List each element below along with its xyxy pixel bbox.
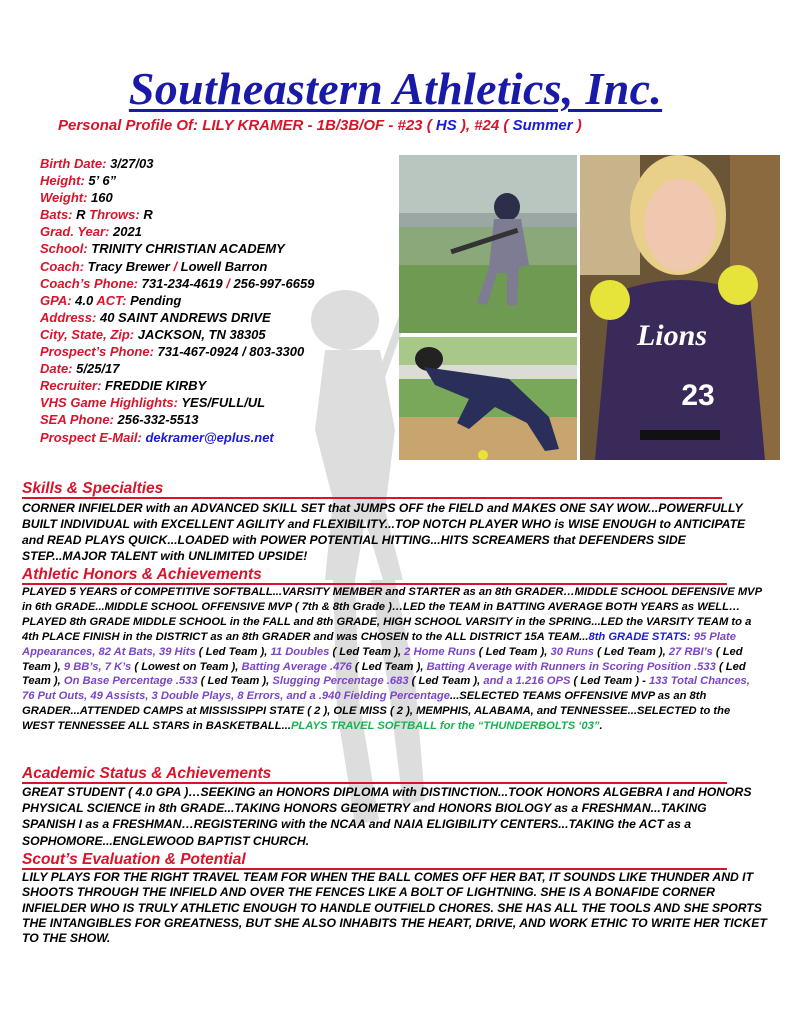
grad-year-value: 2021 <box>109 224 142 240</box>
stat-note: ( Led Team ), <box>411 675 484 688</box>
height-label: Height: <box>40 173 85 189</box>
gpa-label: GPA: <box>40 292 72 308</box>
school-value: TRINITY CHRISTIAN ACADEMY <box>87 241 285 257</box>
paren: ) <box>460 117 466 134</box>
coach-name-2: Lowell Barron <box>177 258 268 274</box>
address-row <box>40 309 314 326</box>
stat-note: ( Led Team ) - <box>573 675 649 688</box>
jersey-number: 23 <box>681 379 715 412</box>
player-info <box>40 155 314 446</box>
throws-label: Throws: <box>89 207 140 223</box>
stat-note: ( Led Team ), <box>22 660 746 688</box>
weight-row <box>40 189 314 206</box>
date-row <box>40 360 314 377</box>
grad-year-label: Grad. Year: <box>40 224 110 240</box>
email-link[interactable]: dekramer@eplus.net <box>141 429 274 445</box>
athletic-text-a: PLAYED 5 YEARS of COMPETITIVE SOFTBALL...VARSITY MEMBER and STARTER as an 8th GRADER…MIDDLE SCHOOL DEFENSIVE MVP in 6th GRADE...MIDDLE SCHOOL OFFENSIVE MVP ( 7th & 8th Grade )…LED the TEAM in BATTING AVERAGE BOTH YEARS as WELL…PLAYED 8th GRADE MIDDLE SCHOOL in the FALL and 8th GRADE, HIGH SCHOOL VARSITY in the SPRING...LED the VARSITY TEAM to a 4th PLACE FINISH in the DISTRICT as an 8th GRADER and was CHOSEN to the ALL DISTRICT 15A TEAM... <box>22 586 762 643</box>
stat-note: ( Led Team ), <box>22 645 743 673</box>
school-row <box>40 240 314 257</box>
paren: ) <box>576 117 582 134</box>
stat-note: ( Led Team ), <box>200 675 273 688</box>
stat-note: ( Led Team ), <box>478 645 551 658</box>
jersey-text: Lions <box>636 319 708 352</box>
address-label: Address: <box>40 309 97 325</box>
academic-heading: Academic Status & Achievements <box>22 765 272 782</box>
period: . <box>599 720 603 733</box>
subtitle-mid: , #24 <box>465 117 504 134</box>
athletic-text-b: ...SELECTED TEAMS OFFENSIVE MVP as an 8th GRADER...ATTENDED CAMPS at MISSISSIPPI STATE ( 2 ), OLE MISS ( 2 ), MEMPHIS, ALABAMA, and TENNESSEE...SELECTED to the WEST TENNESSEE ALL STARS in BASKETBALL... <box>22 690 731 733</box>
company-title: Southeastern Athletics, Inc. <box>128 63 663 114</box>
stat: 133 Total Chances, 76 Put Outs, 49 Assists, 3 Double Plays, 8 Errors, and a .940 Fielding Percentage <box>22 675 750 703</box>
sea-phone-label: SEA Phone: <box>40 412 114 428</box>
stat: 27 RBI’s <box>668 645 716 658</box>
stat: 30 Runs <box>550 645 598 658</box>
date-label: Date: <box>40 361 73 377</box>
stat: and a 1.216 OPS <box>483 675 574 688</box>
prospect-phone-value: 731-467-0924 / 803-3300 <box>153 344 305 360</box>
act-label: ACT: <box>96 292 127 308</box>
portrait-photo <box>580 155 780 460</box>
athletic-text <box>22 585 762 734</box>
stat: Batting Average .476 <box>241 660 355 673</box>
paren: ( <box>503 117 509 134</box>
gpa-act-row <box>40 292 314 309</box>
stat: Slugging Percentage .683 <box>272 675 412 688</box>
batting-photo <box>399 155 577 333</box>
address-value: 40 SAINT ANDREWS DRIVE <box>96 309 271 325</box>
coach-phone-row <box>40 275 314 292</box>
skills-text: CORNER INFIELDER with an ADVANCED SKILL SET that JUMPS OFF the FIELD and MAKES ONE SAY WOW...POWERFULLY BUILT INDIVIDUAL with EXCELLENT AGILITY and FLEXIBILITY...TOP NOTCH PLAYER WHO is WISE ENOUGH to ANTICIPATE and READ PLAYS QUICK...LOADED with POWER POTENTIAL HITTING...HITS SCREAMERS that DEFENDERS SIDE STEP...MAJOR TALENT with UNLIMITED UPSIDE! <box>22 501 746 563</box>
stat-note: ( Lowest on Team ), <box>134 660 242 673</box>
stat: 9 BB’s, 7 K’s <box>63 660 135 673</box>
sea-phone-row <box>40 411 314 428</box>
coach-phone-label: Coach’s Phone: <box>40 275 139 291</box>
date-value: 5/25/17 <box>72 361 120 377</box>
prospect-phone-row <box>40 343 314 360</box>
birth-date-value: 3/27/03 <box>106 156 154 171</box>
stat: Batting Average with Runners in Scoring Position .533 <box>426 660 719 673</box>
hs-label: HS <box>431 117 461 134</box>
skills-heading: Skills & Specialties <box>22 480 164 497</box>
recruiter-label: Recruiter: <box>40 378 102 394</box>
coach-name-1: Tracy Brewer <box>84 258 174 274</box>
stat: 11 Doubles <box>270 645 333 658</box>
recruiter-value: FREDDIE KIRBY <box>101 378 207 394</box>
height-row <box>40 172 314 189</box>
stat-note: ( Led Team ), <box>354 660 427 673</box>
scout-text: LILY PLAYS FOR THE RIGHT TRAVEL TEAM FOR WHEN THE BALL COMES OFF HER BAT, IT SOUNDS LIKE THUNDER AND IT SHOOTS THROUGH THE INFIELD AND OVER THE FENCES LIKE A BOLT OF LIGHTNING. SHE IS A BONAFIDE CORNER INFIELDER WHO IS TRULY ATHLETIC ENOUGH TO HANDLE OUTFIELD CHORES. SHE HAS ALL THE TOOLS AND SHE SPORTS THE INTANGIBLES FOR GREATNESS, BUT SHE ALSO INHABITS THE HEART, DRIVE, AND WORK ETHIC TO WRITE HER TICKET TO THE SHOW. <box>22 870 767 946</box>
school-label: School: <box>40 241 88 257</box>
act-value: Pending <box>126 292 182 308</box>
stat: On Base Percentage .533 <box>63 675 201 688</box>
stat-note: ( Led Team ), <box>597 645 669 658</box>
sea-phone-value: 256-332-5513 <box>113 412 199 428</box>
email-row <box>40 429 314 446</box>
prospect-phone-label: Prospect’s Phone: <box>40 344 154 360</box>
stat-note: ( Led Team ), <box>332 645 405 658</box>
separator: / <box>226 275 230 291</box>
skills-rule <box>22 497 722 499</box>
subtitle-prefix: Personal Profile Of: LILY KRAMER - 1B/3B/OF - #23 <box>58 117 427 134</box>
stat-note: ( Led Team ), <box>198 645 271 658</box>
grad-year-row <box>40 223 314 240</box>
coach-phone-1: 731-234-4619 <box>138 275 227 291</box>
bats-label: Bats: <box>40 207 73 223</box>
profile-subtitle <box>58 117 582 134</box>
weight-value: 160 <box>87 190 113 206</box>
weight-label: Weight: <box>40 190 88 206</box>
birth-date-label: Birth Date: <box>40 156 107 171</box>
coach-label: Coach: <box>40 258 85 274</box>
city-value: JACKSON, TN 38305 <box>134 326 266 342</box>
stat: 95 Plate Appearances, 82 At Bats, 39 Hits <box>22 630 737 658</box>
gpa-value: 4.0 <box>71 292 97 308</box>
bats-value: R <box>72 207 90 223</box>
vhs-value: YES/FULL/UL <box>177 395 266 411</box>
birth-date-row <box>40 155 314 172</box>
coach-phone-2: 256-997-6659 <box>229 275 315 291</box>
throws-value: R <box>139 207 153 223</box>
separator: / <box>173 258 178 274</box>
fielding-photo <box>399 337 577 460</box>
scout-heading: Scout’s Evaluation & Potential <box>22 851 246 868</box>
coach-row <box>40 258 314 275</box>
height-value: 5’ 6” <box>84 173 117 189</box>
vhs-row <box>40 394 314 411</box>
stats-label: 8th GRADE STATS: <box>588 630 691 643</box>
travel-team-text: PLAYS TRAVEL SOFTBALL for the “THUNDERBOLTS ‘03” <box>290 720 600 733</box>
bats-throws-row <box>40 206 314 223</box>
athletic-heading: Athletic Honors & Achievements <box>22 566 262 583</box>
city-label: City, State, Zip: <box>40 326 135 342</box>
recruiter-row <box>40 377 314 394</box>
city-row <box>40 326 314 343</box>
stat: 2 Home Runs <box>404 645 479 658</box>
academic-text: GREAT STUDENT ( 4.0 GPA )…SEEKING an HONORS DIPLOMA with DISTINCTION...TOOK HONORS ALGEBRA I and HONORS PHYSICAL SCIENCE in 8th GRADE...TAKING HONORS GEOMETRY and HONORS BIOLOGY as a FRESHMAN...TAKING SPANISH I as a FRESHMAN…REGISTERING with the NCAA and NAIA ELIGIBILITY CENTERS...TAKING the ACT as a SOPHOMORE...ENGLEWOOD BAPTIST CHURCH. <box>22 785 752 848</box>
paren: ( <box>426 117 432 134</box>
vhs-label: VHS Game Highlights: <box>40 395 178 411</box>
summer-label: Summer <box>508 117 577 134</box>
email-label: Prospect E-Mail: <box>40 429 142 445</box>
